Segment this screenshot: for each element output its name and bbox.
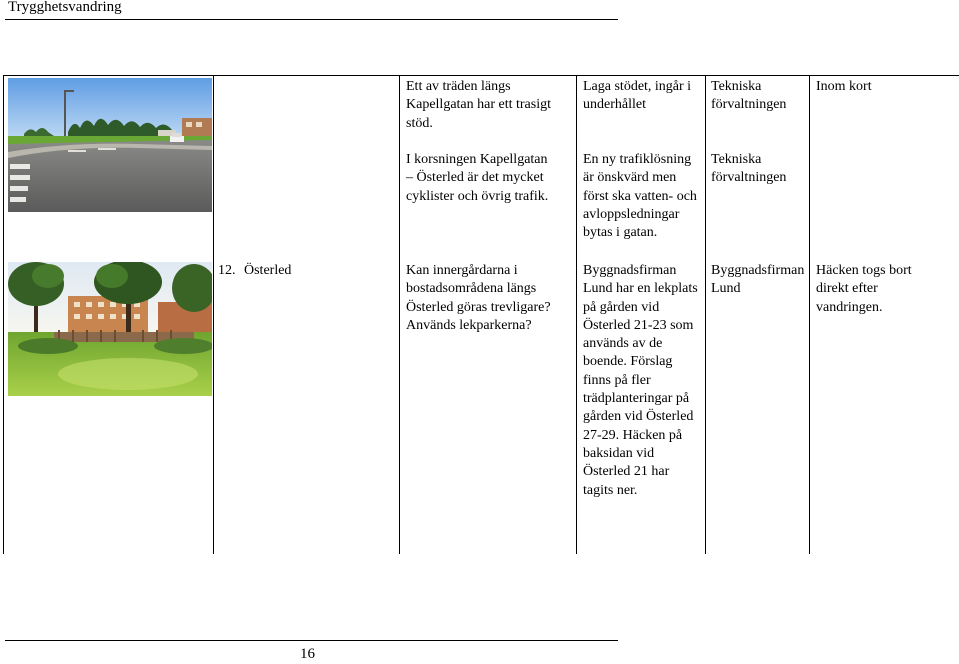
column-divider-5 bbox=[809, 75, 810, 554]
row-3-place: Österled bbox=[244, 263, 292, 278]
row-1-status: Inom kort bbox=[816, 79, 872, 94]
table-top-border bbox=[3, 75, 959, 76]
row-2-problem: I korsningen Kapellgatan – Österled är det mycket cyklister och övrig trafik. bbox=[406, 152, 549, 204]
row-1-action: Laga stödet, ingår i underhållet bbox=[583, 79, 692, 113]
page-number: 16 bbox=[300, 646, 315, 662]
column-divider-3 bbox=[576, 75, 577, 554]
document-title: Trygghetsvandring bbox=[8, 0, 122, 15]
row-2-responsible: Tekniska förvaltningen bbox=[711, 152, 787, 186]
crossroad-photo bbox=[8, 78, 212, 212]
table-left-border bbox=[3, 75, 4, 554]
row-3-number: 12. bbox=[218, 263, 236, 278]
column-divider-2 bbox=[399, 75, 400, 554]
row-3-action: Byggnadsfirman Lund har en lekplats på gården vid Österled 21-23 som används av de boende. Förslag finns på fler trädplanteringar på gården vid Österled 27-29. Häcken på baksidan vid Österled 21 har tagits ner. bbox=[583, 263, 698, 498]
column-divider-1 bbox=[213, 75, 214, 554]
row-1-responsible: Tekniska förvaltningen bbox=[711, 79, 787, 113]
column-divider-4 bbox=[705, 75, 706, 554]
courtyard-photo bbox=[8, 262, 212, 396]
row-2-action: En ny trafiklösning är önskvärd men först ska vatten- och avloppsledningar bytas i gatan. bbox=[583, 152, 697, 241]
row-1-problem: Ett av träden längs Kapellgatan har ett trasigt stöd. bbox=[406, 79, 551, 131]
header-rule bbox=[5, 19, 618, 20]
footer-rule bbox=[5, 640, 618, 641]
row-3-responsible: Byggnadsfirman Lund bbox=[711, 263, 805, 297]
row-3-status: Häcken togs bort direkt efter vandringen. bbox=[816, 263, 912, 315]
row-3-problem: Kan innergårdarna i bostadsområdena längs Österled göras trevligare? Används lekparkerna? bbox=[406, 263, 551, 333]
